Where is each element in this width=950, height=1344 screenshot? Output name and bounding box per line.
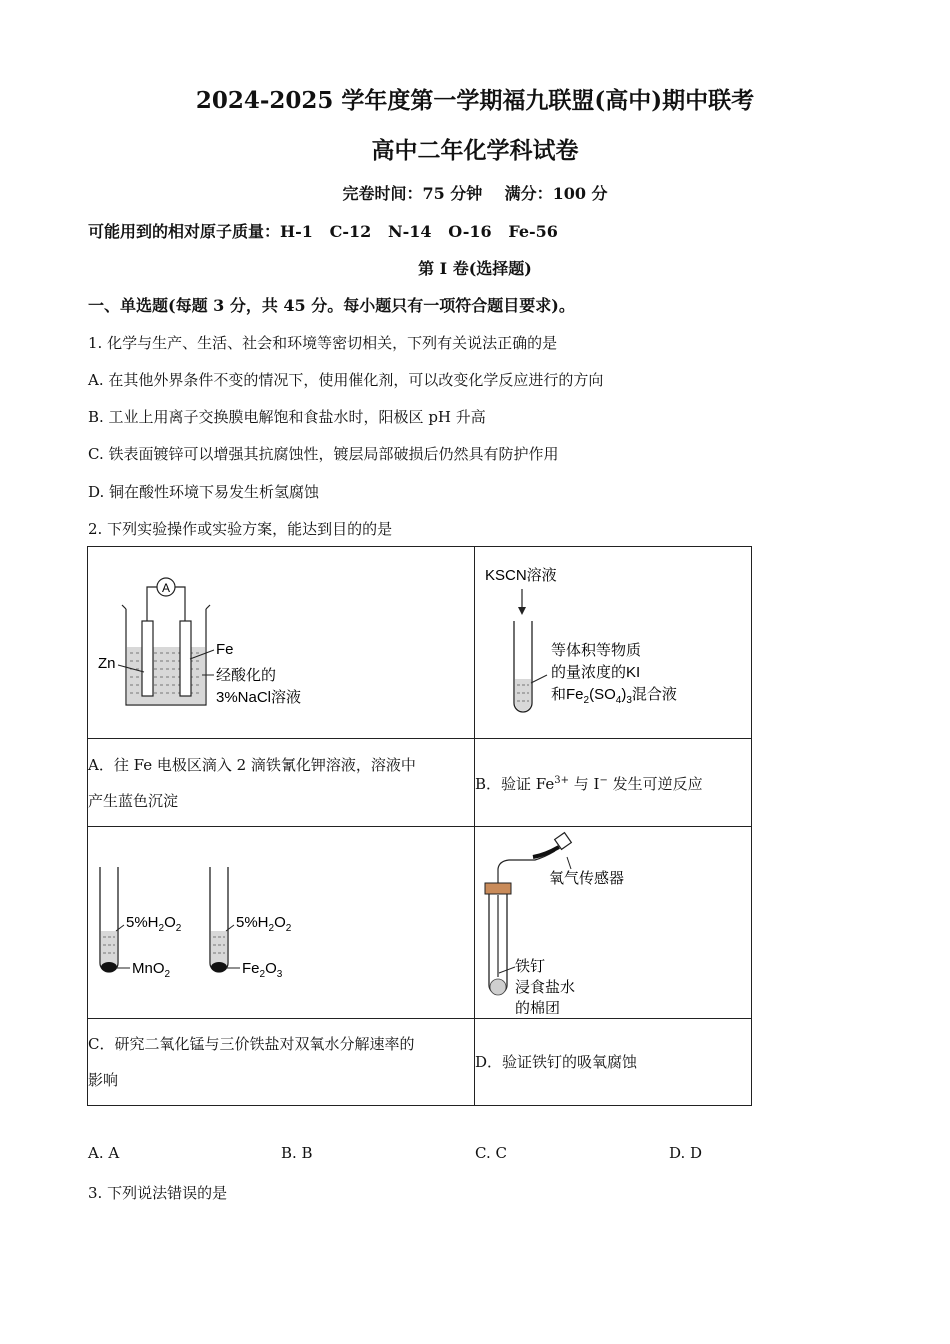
figure-b-cell xyxy=(475,547,752,739)
cotton-ball xyxy=(490,979,506,995)
answer-choice-b[interactable]: B. B xyxy=(281,1144,313,1162)
exam-title: 2024-2025 学年度第一学期福九联盟(高中)期中联考 xyxy=(195,87,755,114)
svg-text:5%H2O2: $5\%H_2O_2$ xyxy=(236,914,292,934)
mixture-label-2: 的量浓度的KI xyxy=(551,664,641,681)
sensor-label: 氧气传感器 xyxy=(549,870,625,887)
solution-label-1: 经酸化的 xyxy=(216,667,277,684)
option-c-line-2: 影响 xyxy=(88,1071,119,1089)
zn-label: Zn xyxy=(98,655,116,672)
q1-stem: 1. 化学与生产、生活、社会和环境等密切相关，下列有关说法正确的是 xyxy=(88,334,558,352)
exam-meta: 完卷时间：75 分钟 满分：100 分 xyxy=(342,184,608,203)
section-heading: 一、单选题(每题 3 分，共 45 分。每小题只有一项符合题目要求)。 xyxy=(88,296,575,315)
option-c-caption xyxy=(88,1019,475,1106)
cotton-label-2: 的棉团 xyxy=(515,1000,561,1014)
part-heading: 第 I 卷(选择题) xyxy=(418,259,532,278)
arrow-down-icon xyxy=(518,607,526,615)
mixture-label-3: 和$Fe_2(SO_4)_3$混合液 xyxy=(551,686,677,706)
ksc-reagent-label: KSCN溶液 xyxy=(485,567,557,584)
oxygen-sensor-figure xyxy=(475,827,751,1014)
svg-text:MnO2: MnO$_2$ xyxy=(132,960,171,980)
option-b-text-2: 与 I xyxy=(569,775,600,793)
q1-option-b: B. 工业上用离子交换膜电解饱和食盐水时，阳极区 pH 升高 xyxy=(88,408,486,426)
tube-fe2o3 xyxy=(210,867,292,980)
option-b-caption xyxy=(475,739,752,827)
option-a-line-2: 产生蓝色沉淀 xyxy=(88,791,179,810)
mixture-label-1: 等体积等物质 xyxy=(551,642,642,659)
option-b-sup-1: 3+ xyxy=(554,775,570,786)
fe-label: Fe xyxy=(216,641,234,658)
answer-choice-c[interactable]: C. C xyxy=(475,1144,507,1162)
svg-text:5%H2O2: $5\%H_2O_2$ xyxy=(126,914,182,934)
tube-mno2 xyxy=(100,867,182,980)
option-c-line-1: C．研究二氧化锰与三价铁盐对双氧水分解速率的 xyxy=(88,1035,415,1053)
test-tube-ksc-figure xyxy=(475,547,751,734)
option-b-text-3: 发生可逆反应 xyxy=(607,775,703,793)
q1-option-c: C. 铁表面镀锌可以增强其抗腐蚀性，镀层局部破损后仍然具有防护作用 xyxy=(88,445,559,463)
figure-c-cell xyxy=(88,827,475,1019)
q3-stem: 3. 下列说法错误的是 xyxy=(88,1184,228,1202)
option-b-sup-2: − xyxy=(599,775,608,786)
h2o2-decomposition-figure xyxy=(88,827,474,1014)
atomic-masses: 可能用到的相对原子质量：H-1 C-12 N-14 O-16 Fe-56 xyxy=(88,222,558,241)
option-b-text-1: B．验证 Fe xyxy=(475,775,555,793)
option-a-caption xyxy=(88,739,475,827)
q2-experiment-table xyxy=(87,546,752,1106)
figure-d-cell xyxy=(475,827,752,1019)
answer-choice-a[interactable]: A. A xyxy=(88,1144,120,1162)
q1-option-d: D. 铜在酸性环境下易发生析氢腐蚀 xyxy=(88,483,320,501)
cotton-label-1: 浸食盐水 xyxy=(515,979,576,996)
solution-label-2: 3%NaCl溶液 xyxy=(216,689,302,706)
q1-option-a: A. 在其他外界条件不变的情况下，使用催化剂，可以改变化学反应进行的方向 xyxy=(88,371,604,389)
nail-label: 铁钉 xyxy=(515,958,546,975)
svg-text:Fe2O3: $Fe_2O_3$ xyxy=(242,960,283,980)
ammeter-label: A xyxy=(161,581,171,595)
q2-stem: 2. 下列实验操作或实验方案，能达到目的的是 xyxy=(88,520,393,538)
figure-a-cell xyxy=(88,547,475,739)
electrolysis-cell-figure xyxy=(88,547,474,734)
option-a-line-1: A．往 Fe 电极区滴入 2 滴铁氰化钾溶液，溶液中 xyxy=(88,755,416,774)
answer-choice-d[interactable]: D. D xyxy=(669,1144,703,1162)
option-d-caption: D．验证铁钉的吸氧腐蚀 xyxy=(475,1019,752,1106)
exam-subtitle: 高中二年化学科试卷 xyxy=(371,137,579,164)
